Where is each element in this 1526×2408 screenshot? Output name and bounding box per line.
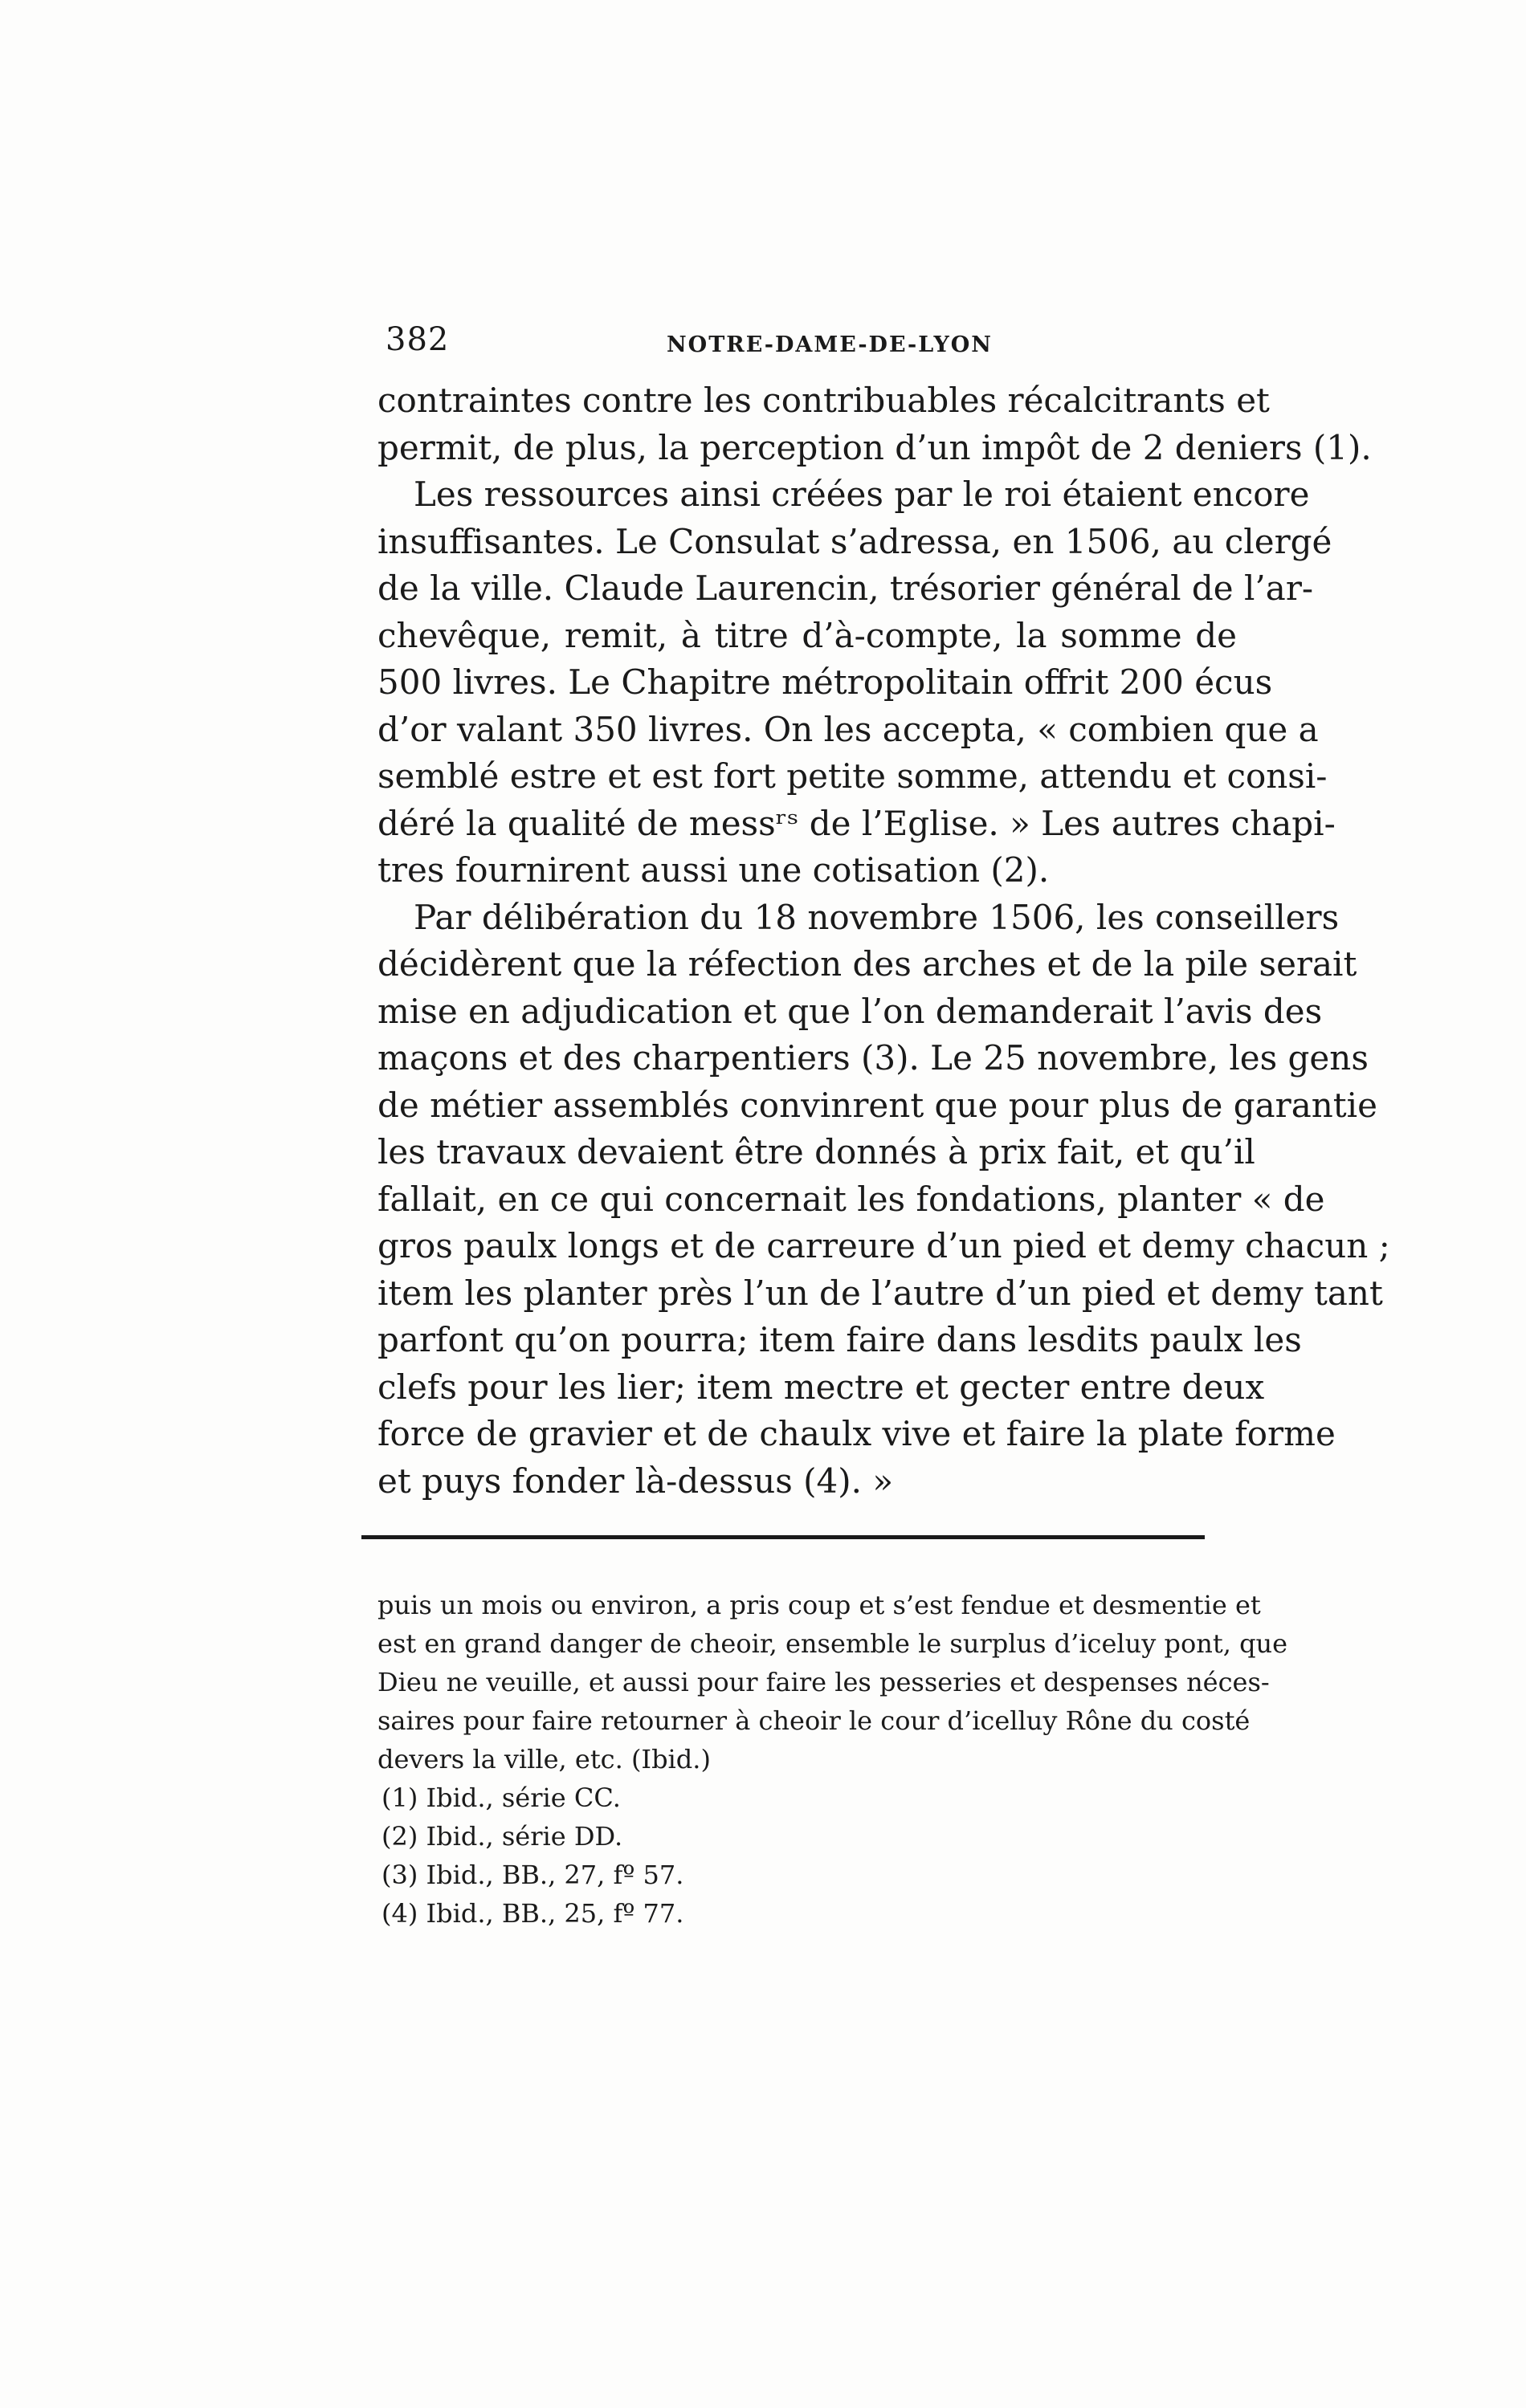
text-line: décidèrent que la réfection des arches et de la pile serait bbox=[377, 944, 1357, 984]
footnote-separator bbox=[361, 1535, 1205, 1539]
note-continuation-line: puis un mois ou environ, a pris coup et s’est fendue et desmentie et bbox=[377, 1590, 1261, 1620]
footnote-2: (2) Ibid., série DD. bbox=[382, 1821, 623, 1852]
text-line: Par délibération du 18 novembre 1506, les conseillers bbox=[414, 897, 1340, 937]
text-line: de la ville. Claude Laurencin, trésorier général de l’ar- bbox=[377, 568, 1314, 608]
page-header bbox=[377, 321, 1237, 369]
text-line: tres fournirent aussi une cotisation (2). bbox=[377, 850, 1050, 890]
note-continuation-line: devers la ville, etc. (Ibid.) bbox=[377, 1744, 711, 1774]
footnote-3: (3) Ibid., BB., 27, fº 57. bbox=[382, 1860, 684, 1890]
footnotes-section bbox=[377, 1586, 1288, 1933]
text-line: clefs pour les lier; item mectre et gecter entre deux bbox=[377, 1367, 1265, 1407]
text-line: 500 livres. Le Chapitre métropolitain offrit 200 écus bbox=[377, 662, 1273, 702]
footnote-1: (1) Ibid., série CC. bbox=[382, 1783, 621, 1813]
note-continuation-line: saires pour faire retourner à cheoir le cour d’icelluy Rône du costé bbox=[377, 1705, 1251, 1736]
text-line: parfont qu’on pourra; item faire dans lesdits paulx les bbox=[377, 1320, 1302, 1359]
footnote-4: (4) Ibid., BB., 25, fº 77. bbox=[382, 1898, 684, 1929]
running-title: NOTRE-DAME-DE-LYON bbox=[667, 332, 993, 357]
text-line: de métier assemblés convinrent que pour plus de garantie bbox=[377, 1085, 1377, 1125]
text-line: d’or valant 350 livres. On les accepta, « combien que a bbox=[377, 709, 1319, 749]
note-continuation-line: est en grand danger de cheoir, ensemble le surplus d’iceluy pont, que bbox=[377, 1628, 1288, 1659]
text-line: item les planter près l’un de l’autre d’un pied et demy tant bbox=[377, 1273, 1383, 1313]
text-line: semblé estre et est fort petite somme, attendu et consi- bbox=[377, 756, 1328, 796]
text-line: force de gravier et de chaulx vive et faire la plate forme bbox=[377, 1414, 1336, 1453]
text-line: contraintes contre les contribuables récalcitrants et bbox=[377, 381, 1270, 420]
text-line: maçons et des charpentiers (3). Le 25 novembre, les gens bbox=[377, 1038, 1369, 1078]
text-line: déré la qualité de messʳˢ de l’Eglise. » Les autres chapi- bbox=[377, 803, 1336, 843]
main-text bbox=[377, 377, 1390, 1505]
text-line: Les ressources ainsi créées par le roi étaient encore bbox=[414, 475, 1310, 514]
text-line: chevêque, remit, à titre d’à-compte, la somme de bbox=[377, 615, 1237, 655]
text-line: mise en adjudication et que l’on demanderait l’avis des bbox=[377, 991, 1323, 1031]
note-continuation-line: Dieu ne veuille, et aussi pour faire les pesseries et despenses néces- bbox=[377, 1667, 1270, 1697]
text-line: fallait, en ce qui concernait les fondations, planter « de bbox=[377, 1179, 1325, 1219]
text-line: les travaux devaient être donnés à prix fait, et qu’il bbox=[377, 1132, 1255, 1171]
text-line: permit, de plus, la perception d’un impôt de 2 deniers (1). bbox=[377, 427, 1372, 467]
text-line: gros paulx longs et de carreure d’un pied et demy chacun ; bbox=[377, 1226, 1390, 1265]
text-line: et puys fonder là-dessus (4). » bbox=[377, 1461, 894, 1501]
page-number: 382 bbox=[386, 321, 450, 358]
text-line: insuffisantes. Le Consulat s’adressa, en 1506, au clergé bbox=[377, 521, 1332, 561]
